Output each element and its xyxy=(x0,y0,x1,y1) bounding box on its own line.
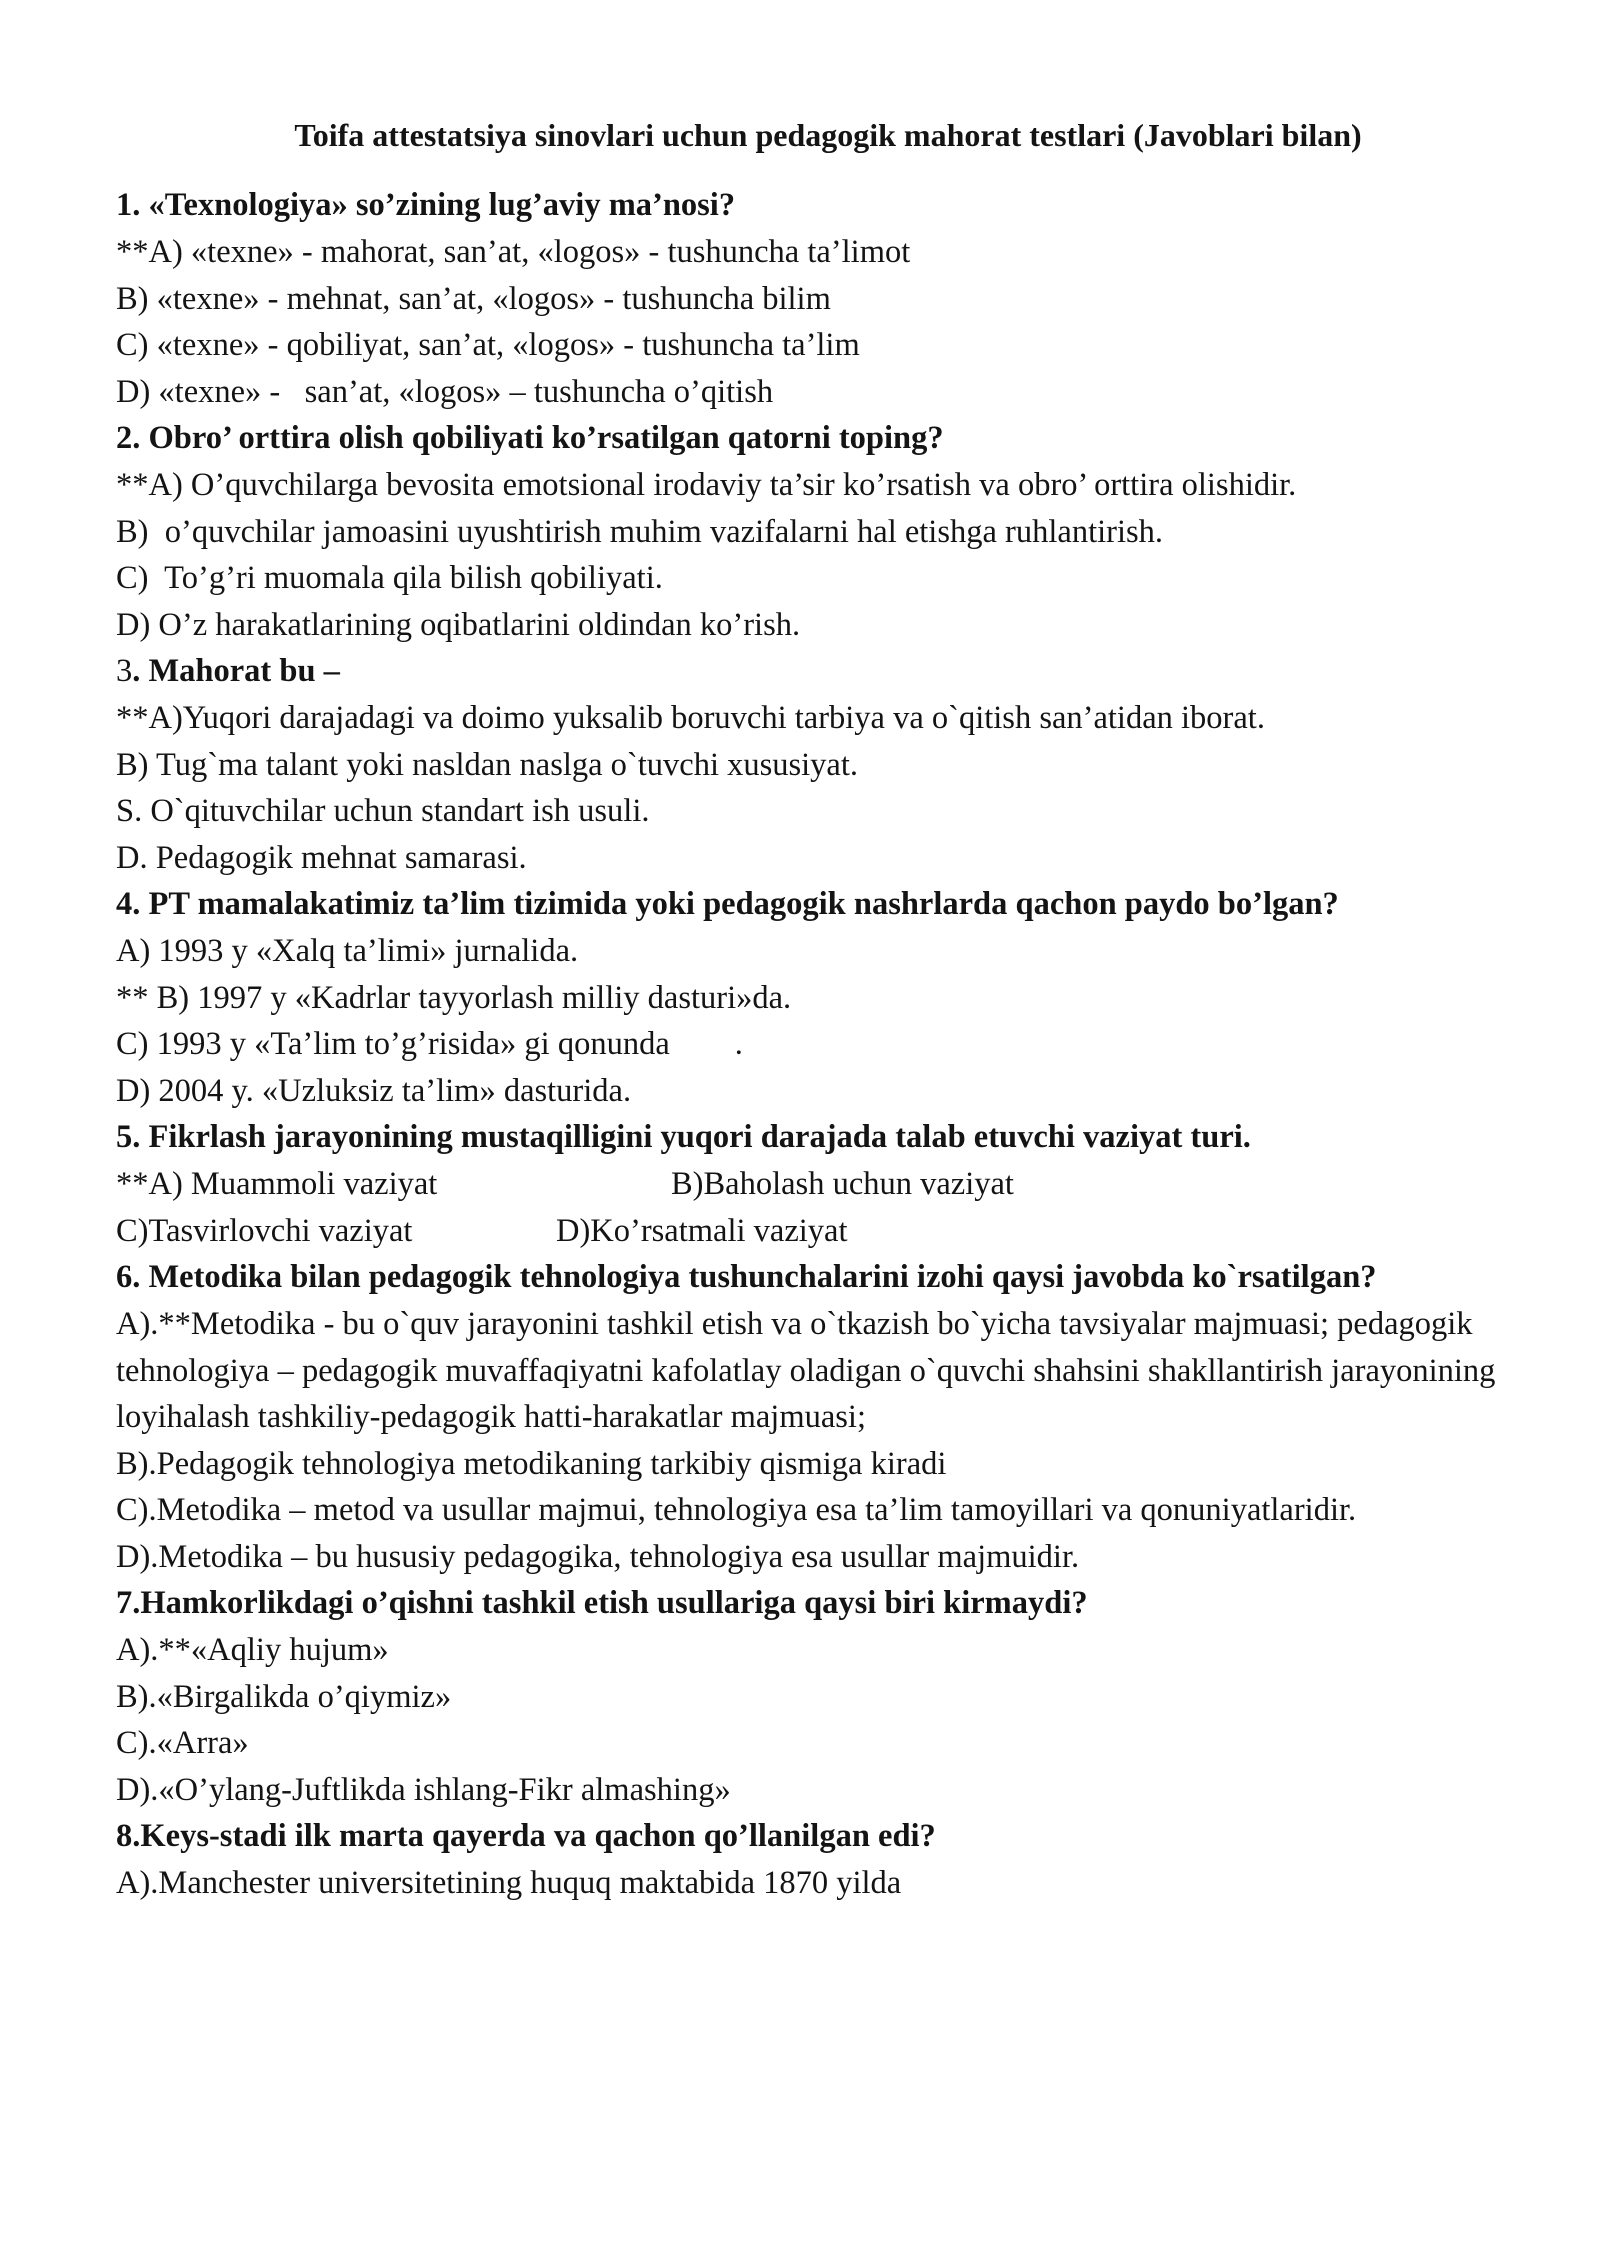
answer-option: C) 1993 y «Ta’lim to’g’risida» gi qonunda . xyxy=(116,1026,743,1062)
answer-option: B).«Birgalikda o’qiymiz» xyxy=(116,1678,452,1715)
answer-option: D)Ko’rsatmali vaziyat xyxy=(556,1212,848,1249)
question-text: Obro’ orttira olish qobiliyati ko’rsatilgan qatorni toping? xyxy=(140,420,944,456)
question-text: . Mahorat bu – xyxy=(132,653,340,689)
question-number: 8. xyxy=(116,1818,141,1854)
question-number: 7. xyxy=(116,1585,141,1621)
question-block xyxy=(116,182,1520,415)
answer-option: C) «texne» - qobiliyat, san’at, «logos» - tushuncha ta’lim xyxy=(116,327,860,363)
answer-option: D) 2004 y. «Uzluksiz ta’lim» dasturida. xyxy=(116,1072,632,1109)
answer-option: **A) Muammoli vaziyat xyxy=(116,1166,438,1202)
question-heading xyxy=(116,1813,1520,1860)
question-text: Fikrlash jarayonining mustaqilligini yuqori darajada talab etuvchi vaziyat turi. xyxy=(140,1119,1251,1155)
question-heading xyxy=(116,881,1520,928)
answer-option: D. Pedagogik mehnat samarasi. xyxy=(116,839,527,876)
answer-option: B)Baholash uchun vaziyat xyxy=(671,1166,1014,1202)
question-text: Hamkorlikdagi o’qishni tashkil etish usullariga qaysi biri kirmaydi? xyxy=(140,1585,1088,1621)
question-heading xyxy=(116,415,1520,462)
answer-option: **A) O’quvchilarga bevosita emotsional irodaviy ta’sir ko’rsatish va obro’ orttira olishidir. xyxy=(116,467,1297,503)
question-block xyxy=(116,1254,1520,1580)
answer-option-row xyxy=(116,1208,1520,1255)
question-heading xyxy=(116,1114,1520,1161)
question-text: PT mamalakatimiz ta’lim tizimida yoki pedagogik nashrlarda qachon paydo bo’lgan? xyxy=(140,886,1339,922)
question-text: «Texnologiya» so’zining lug’aviy ma’nosi? xyxy=(140,187,736,223)
question-heading xyxy=(116,1580,1520,1627)
question-number: 6. xyxy=(116,1259,141,1295)
answer-option: C)Tasvirlovchi vaziyat xyxy=(116,1212,413,1249)
answer-option: D).«O’ylang-Juftlikda ishlang-Fikr almashing» xyxy=(116,1771,731,1808)
question-heading xyxy=(116,648,1520,695)
question-number: 5. xyxy=(116,1119,141,1155)
question-block xyxy=(116,415,1520,648)
answer-option: D) «texne» - san’at, «logos» – tushuncha o’qitish xyxy=(116,373,774,410)
answer-option: B).Pedagogik tehnologiya metodikaning tarkibiy qismiga kiradi xyxy=(116,1445,947,1482)
answer-option: A).**«Aqliy hujum» xyxy=(116,1632,389,1668)
answer-option: C).«Arra» xyxy=(116,1725,249,1761)
answer-option: **A)Yuqori darajadagi va doimo yuksalib boruvchi tarbiya va o`qitish san’atidan iborat. xyxy=(116,700,1265,736)
answer-option: C) To’g’ri muomala qila bilish qobiliyati. xyxy=(116,560,663,596)
question-block xyxy=(116,1580,1520,1813)
question-number: 4. xyxy=(116,886,141,922)
page-title: Toifa attestatsiya sinovlari uchun pedagogik mahorat testlari (Javoblari bilan) xyxy=(294,117,1362,153)
question-block xyxy=(116,1114,1520,1254)
question-block xyxy=(116,648,1520,881)
answer-option: ** B) 1997 y «Kadrlar tayyorlash milliy dasturi»da. xyxy=(116,979,792,1016)
question-heading xyxy=(116,1254,1520,1301)
answer-option: S. O`qituvchilar uchun standart ish usuli. xyxy=(116,793,650,829)
question-number: 2. xyxy=(116,420,141,456)
answer-option: D).Metodika – bu hususiy pedagogika, tehnologiya esa usullar majmuidir. xyxy=(116,1538,1080,1575)
answer-option: B) «texne» - mehnat, san’at, «logos» - tushuncha bilim xyxy=(116,280,831,317)
question-text: Metodika bilan pedagogik tehnologiya tushunchalarini izohi qaysi javobda ko`rsatilgan? xyxy=(140,1259,1377,1295)
question-number: 3 xyxy=(116,653,133,689)
answer-option-row xyxy=(116,1161,1520,1208)
answer-option: A).Manchester universitetining huquq maktabida 1870 yilda xyxy=(116,1865,902,1901)
answer-option: B) Tug`ma talant yoki nasldan naslga o`tuvchi xususiyat. xyxy=(116,746,859,783)
answer-option: **A) «texne» - mahorat, san’at, «logos» - tushuncha ta’limot xyxy=(116,234,911,270)
answer-option: B) o’quvchilar jamoasini uyushtirish muhim vazifalarni hal etishga ruhlantirish. xyxy=(116,513,1163,550)
question-block xyxy=(116,881,1520,1114)
answer-option: A) 1993 y «Xalq ta’limi» jurnalida. xyxy=(116,933,579,969)
question-heading xyxy=(116,182,1520,229)
question-number: 1. xyxy=(116,187,141,223)
answer-option: C).Metodika – metod va usullar majmui, tehnologiya esa ta’lim tamoyillari va qonuniyatlaridir. xyxy=(116,1492,1357,1528)
answer-option: D) O’z harakatlarining oqibatlarini oldindan ko’rish. xyxy=(116,606,801,643)
question-text: Keys-stadi ilk marta qayerda va qachon qo’llanilgan edi? xyxy=(140,1818,936,1854)
answer-option: A).**Metodika - bu o`quv jarayonini tashkil etish va o`tkazish bo`yicha tavsiyalar majmuasi; pedagogik tehnologiya – pedagogik muvaffaqiyatni kafolatlay oladigan o`quvchi shahsini shakllantirish jarayonining loyihalash tashkiliy-pedagogik hatti-harakatlar majmuasi; xyxy=(116,1306,1504,1435)
question-block xyxy=(116,1813,1520,1907)
